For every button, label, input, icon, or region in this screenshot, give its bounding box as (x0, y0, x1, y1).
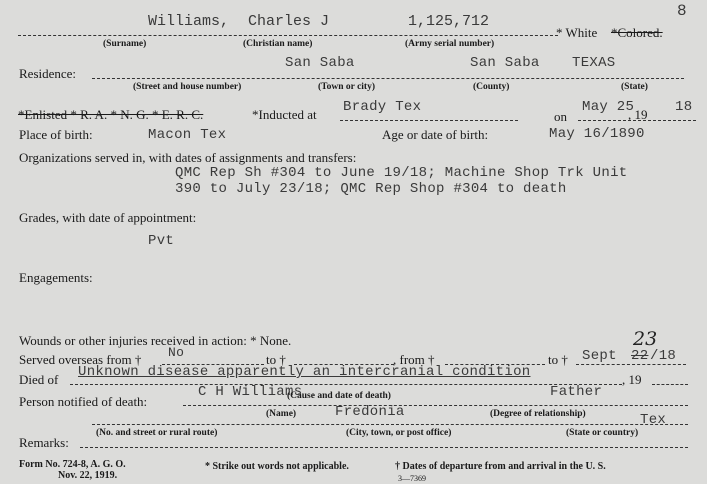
race-white-label: * White (556, 25, 598, 40)
overseas-to2-day-corrected: 23 (633, 328, 658, 350)
serial-number-caption: (Army serial number) (405, 39, 495, 49)
surname-value: Williams, (148, 13, 230, 30)
card-number: 8 (677, 2, 687, 20)
birth-place-label: Place of birth: (19, 127, 93, 142)
grades-label: Grades, with date of appointment: (19, 210, 197, 225)
overseas-to2-year: /18 (650, 348, 677, 364)
residence-state-caption: (State) (621, 82, 648, 92)
residence-town-caption: (Town or city) (318, 82, 375, 92)
notified-label: Person notified of death: (19, 394, 148, 409)
footnote-strike: * Strike out words not applicable. (205, 461, 349, 472)
header-line (18, 35, 558, 36)
overseas-from-value: No (168, 345, 185, 360)
christian-name-caption: (Christian name) (243, 39, 313, 49)
notified-relationship-value: Father (550, 384, 603, 400)
notified-street-caption: (No. and street or rural route) (96, 428, 218, 438)
remarks-line (80, 447, 688, 448)
died-of-label: Died of (19, 372, 59, 387)
notified-state-caption: (State or country) (566, 428, 639, 438)
overseas-from-label: Served overseas from † (19, 352, 142, 367)
death-year-line (652, 384, 688, 385)
overseas-to2-month: Sept (582, 348, 617, 364)
residence-line (92, 78, 684, 79)
death-year-prefix: , 19 (622, 372, 642, 387)
birth-date-label: Age or date of birth: (382, 127, 489, 142)
notified-name-value: C H Williams (198, 384, 303, 400)
grades-value: Pvt (148, 233, 175, 249)
form-number: Form No. 724-8, A. G. O. (19, 459, 126, 470)
enlistment-options-struck: *Enlisted * R. A. * N. G. * E. R. C. (18, 107, 204, 122)
inducted-year-value: 18 (675, 99, 693, 115)
inducted-on-label: on (554, 109, 567, 124)
overseas-to2-label: to † (548, 352, 568, 367)
inducted-place-value: Brady Tex (343, 99, 422, 115)
wounds-label: Wounds or other injuries received in action: * None. (19, 333, 292, 348)
notified-state-value: Tex (640, 412, 667, 428)
notified-name-caption: (Name) (266, 409, 297, 419)
inducted-date-line (578, 120, 696, 121)
notified-address-line (92, 424, 688, 425)
inducted-year-prefix: , 19 (628, 107, 648, 122)
residence-street-caption: (Street and house number) (133, 82, 242, 92)
death-caption: (Cause and date of death) (287, 391, 391, 401)
remarks-label: Remarks: (19, 435, 69, 450)
overseas-from2-label: , from † (393, 352, 435, 367)
form-date: Nov. 22, 1919. (58, 470, 118, 481)
race-colored-label: *Colored. (611, 25, 663, 40)
overseas-to2-line (576, 364, 686, 365)
overseas-to-label: to † (266, 352, 286, 367)
print-code: 3—7369 (398, 474, 426, 483)
residence-label: Residence: (19, 66, 77, 81)
organizations-line-2: 390 to July 23/18; QMC Rep Shop #304 to death (175, 181, 567, 197)
organizations-label: Organizations served in, with dates of assignments and transfers: (19, 150, 357, 165)
residence-county-caption: (County) (473, 82, 510, 92)
inducted-at-label: *Inducted at (252, 107, 317, 122)
residence-state-value: TEXAS (572, 55, 616, 71)
inducted-place-line (340, 120, 518, 121)
notified-city-value: Fredonia (335, 404, 405, 420)
engagements-label: Engagements: (19, 270, 93, 285)
residence-county-value: San Saba (470, 55, 540, 71)
death-cause-line (70, 384, 622, 385)
overseas-to2-day-struck: 22 (631, 348, 649, 364)
notified-relationship-caption: (Degree of relationship) (490, 409, 586, 419)
birth-place-value: Macon Tex (148, 127, 227, 143)
footnote-dates: † Dates of departure from and arrival in the U. S. (395, 461, 606, 472)
christian-name-value: Charles J (248, 13, 330, 30)
residence-town-value: San Saba (285, 55, 355, 71)
organizations-line-1: QMC Rep Sh #304 to June 19/18; Machine Shop Trk Unit (175, 165, 628, 181)
inducted-date-value: May 25 (582, 99, 635, 115)
surname-caption: (Surname) (103, 39, 147, 49)
serial-number-value: 1,125,712 (408, 13, 490, 30)
death-cause-value: Unknown disease apparently an intercranial condition (78, 364, 531, 380)
notified-city-caption: (City, town, or post office) (346, 428, 452, 438)
notified-line (183, 405, 688, 406)
birth-date-value: May 16/1890 (549, 126, 645, 142)
